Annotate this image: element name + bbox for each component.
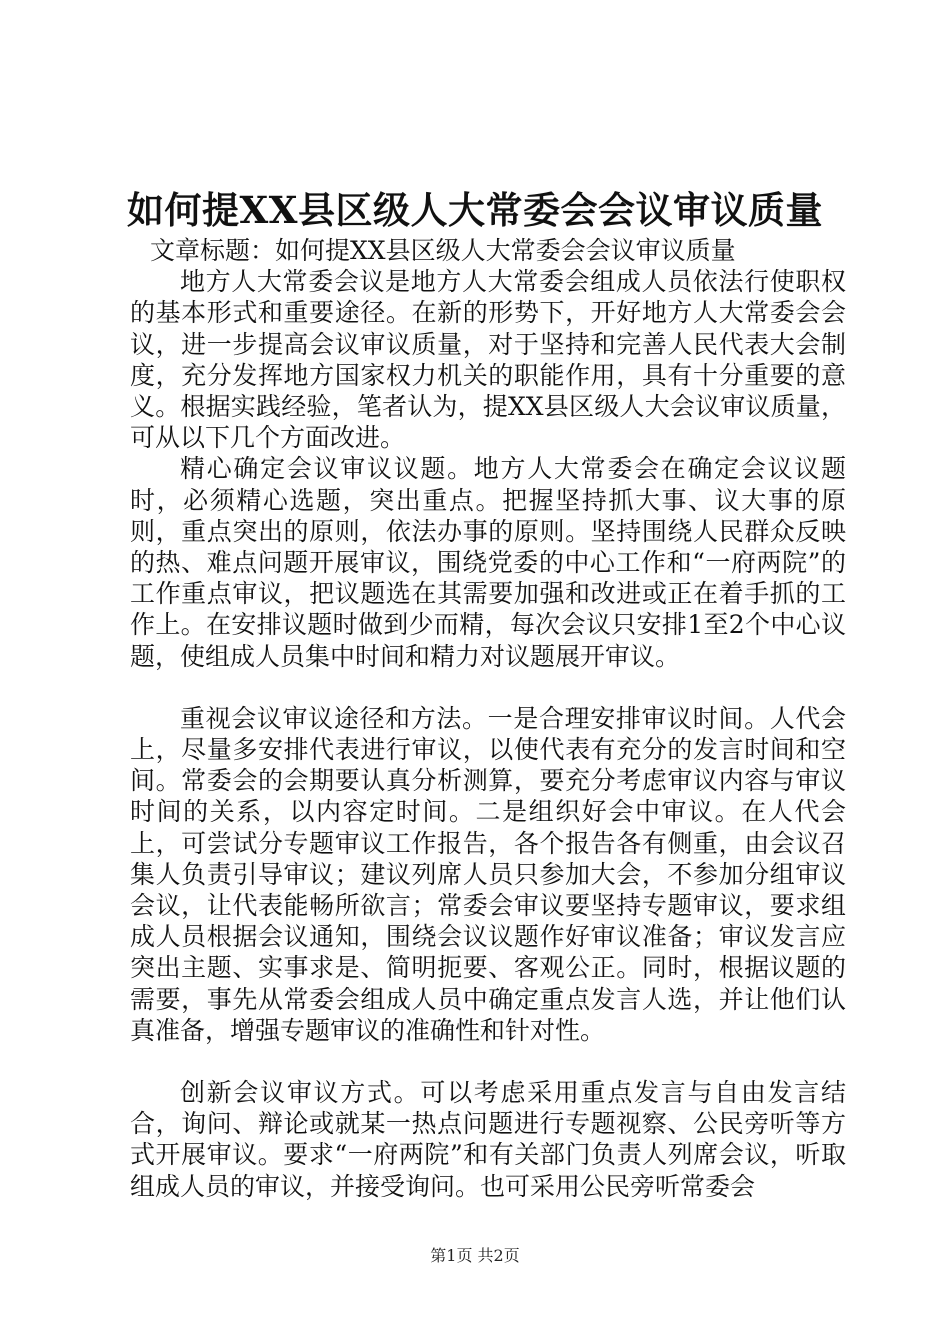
paragraph-innovation: 创新会议审议方式。可以考虑采用重点发言与自由发言结合，询问、辩论或就某一热点问题进行专题视察、公民旁听等方式开展审议。要求“一府两院”和有关部门负责人列席会议，听取组成人员的审议，并接受询问。也可采用公民旁听常委会 xyxy=(130,1078,846,1201)
paragraph-intro: 地方人大常委会议是地方人大常委会组成人员依法行使职权的基本形式和重要途径。在新的形势下，开好地方人大常委会会议，进一步提高会议审议质量，对于坚持和完善人民代表大会制度，充分发挥地方国家权力机关的职能作用，具有十分重要的意义。根据实践经验，笔者认为，提XX县区级人大会议审议质量，可从以下几个方面改进。 xyxy=(130,267,846,453)
page-footer: 第1页 共2页 xyxy=(430,1246,520,1265)
paragraph-gap xyxy=(130,1046,846,1077)
article-title-line: 文章标题：如何提XX县区级人大常委会会议审议质量 xyxy=(150,236,736,265)
document-body xyxy=(130,235,846,1202)
paragraph-gap xyxy=(130,672,846,703)
document-title: 如何提XX县区级人大常委会会议审议质量 xyxy=(127,188,823,232)
paragraph-topics: 精心确定会议审议议题。地方人大常委会在确定会议议题时，必须精心选题，突出重点。把握坚持抓大事、议大事的原则，重点突出的原则，依法办事的原则。坚持围绕人民群众反映的热、难点问题开展审议，围绕党委的中心工作和“一府两院”的工作重点审议，把议题选在其需要加强和改进或正在着手抓的工作上。在安排议题时做到少而精，每次会议只安排1至2个中心议题，使组成人员集中时间和精力对议题展开审议。 xyxy=(130,454,846,671)
paragraph-methods: 重视会议审议途径和方法。一是合理安排审议时间。人代会上，尽量多安排代表进行审议，以使代表有充分的发言时间和空间。常委会的会期要认真分析测算，要充分考虑审议内容与审议时间的关系，以内容定时间。二是组织好会中审议。在人代会上，可尝试分专题审议工作报告，各个报告各有侧重，由会议召集人负责引导审议；建议列席人员只参加大会，不参加分组审议会议，让代表能畅所欲言；常委会审议要坚持专题审议，要求组成人员根据会议通知，围绕会议议题作好审议准备；审议发言应突出主题、实事求是、简明扼要、客观公正。同时，根据议题的需要，事先从常委会组成人员中确定重点发言人选，并让他们认真准备，增强专题审议的准确性和针对性。 xyxy=(130,703,846,1045)
